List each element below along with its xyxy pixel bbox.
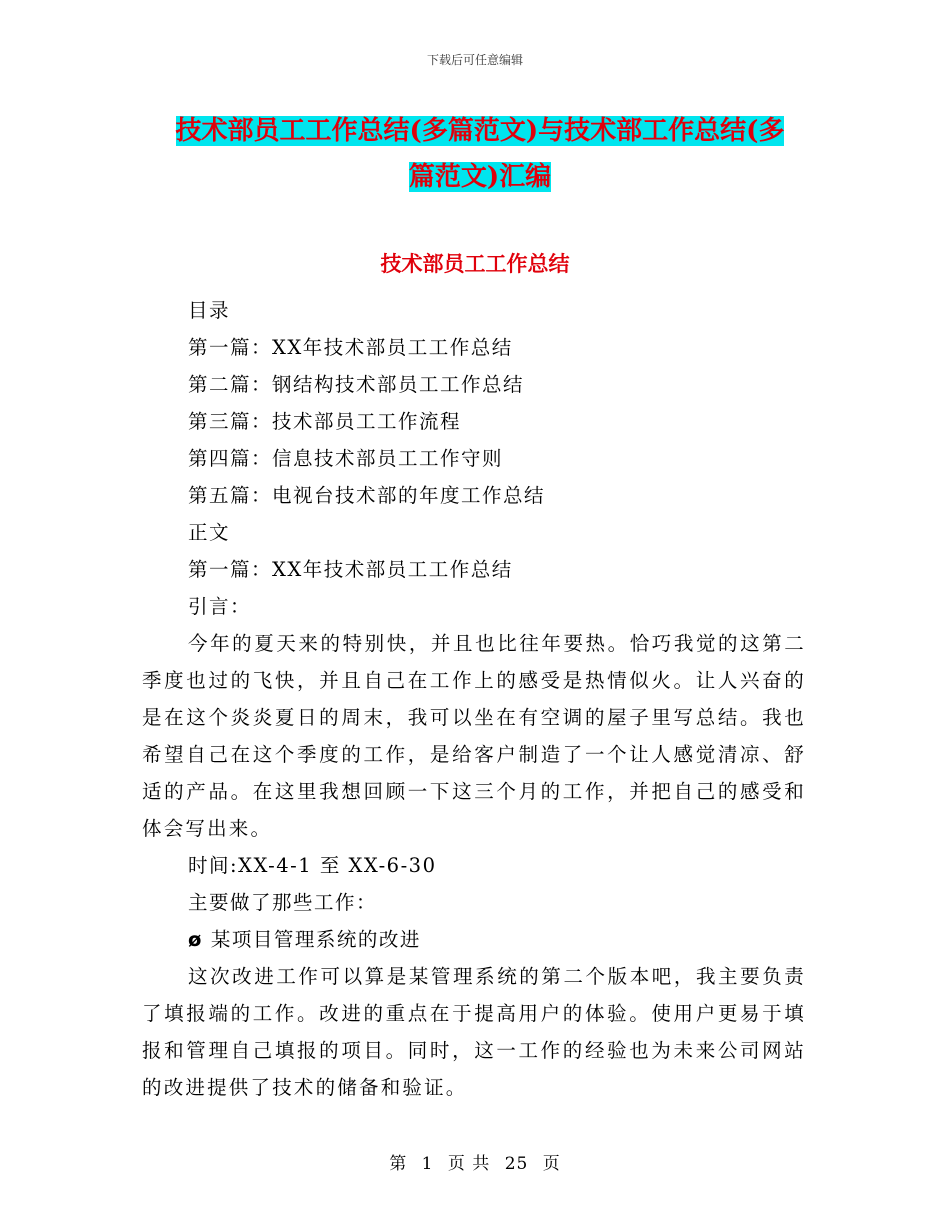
footer-middle: 页 共 [447, 1154, 491, 1174]
document-title [140, 108, 820, 200]
toc-item-1: 第一篇：XX年技术部员工工作总结 [188, 336, 513, 359]
header-note: 下载后可任意编辑 [426, 53, 523, 67]
document-title-line-1: 技术部员工工作总结(多篇范文)与技术部工作总结(多 [175, 116, 785, 146]
footer-prefix: 第 [389, 1154, 408, 1174]
bullet-item [142, 921, 806, 958]
intro-label: 引言： [188, 595, 252, 618]
bullet-paragraph: 这次改进工作可以算是某管理系统的第二个版本吧，我主要负责了填报端的工作。改进的重点在于提高用户的体验。使用户更易于填报和管理自己填报的项目。同时，这一工作的经验也为未来公司网站的改进提供了技术的储备和验证。 [142, 965, 806, 1099]
page-footer [0, 1152, 950, 1176]
toc-item-3: 第三篇：技术部员工工作流程 [188, 410, 462, 433]
bullet-item-text: 某项目管理系统的改进 [210, 928, 421, 951]
body-label: 正文 [188, 521, 231, 544]
work-label: 主要做了那些工作： [188, 891, 378, 914]
toc-item-2: 第二篇：钢结构技术部员工工作总结 [188, 373, 525, 396]
time-range: 时间:XX-4-1 至 XX-6-30 [188, 854, 437, 877]
section-title: 技术部员工工作总结 [380, 251, 570, 276]
document-title-line-2: 篇范文)汇编 [408, 162, 552, 192]
footer-suffix: 页 [542, 1154, 561, 1174]
footer-total-pages: 25 [504, 1154, 529, 1174]
chapter-title: 第一篇：XX年技术部员工工作总结 [188, 558, 513, 581]
bullet-icon: ø [188, 928, 203, 951]
toc-item-4: 第四篇：信息技术部员工工作守则 [188, 447, 504, 470]
intro-paragraph: 今年的夏天来的特别快，并且也比往年要热。恰巧我觉的这第二季度也过的飞快，并且自己在工作上的感受是热情似火。让人兴奋的是在这个炎炎夏日的周末，我可以坐在有空调的屋子里写总结。我也希望自己在这个季度的工作，是给客户制造了一个让人感觉清凉、舒适的产品。在这里我想回顾一下这三个月的工作，并把自己的感受和体会写出来。 [142, 632, 806, 840]
footer-page-number: 1 [421, 1154, 434, 1174]
toc-item-5: 第五篇：电视台技术部的年度工作总结 [188, 484, 546, 507]
document-body [142, 292, 806, 1106]
toc-label: 目录 [188, 299, 231, 322]
